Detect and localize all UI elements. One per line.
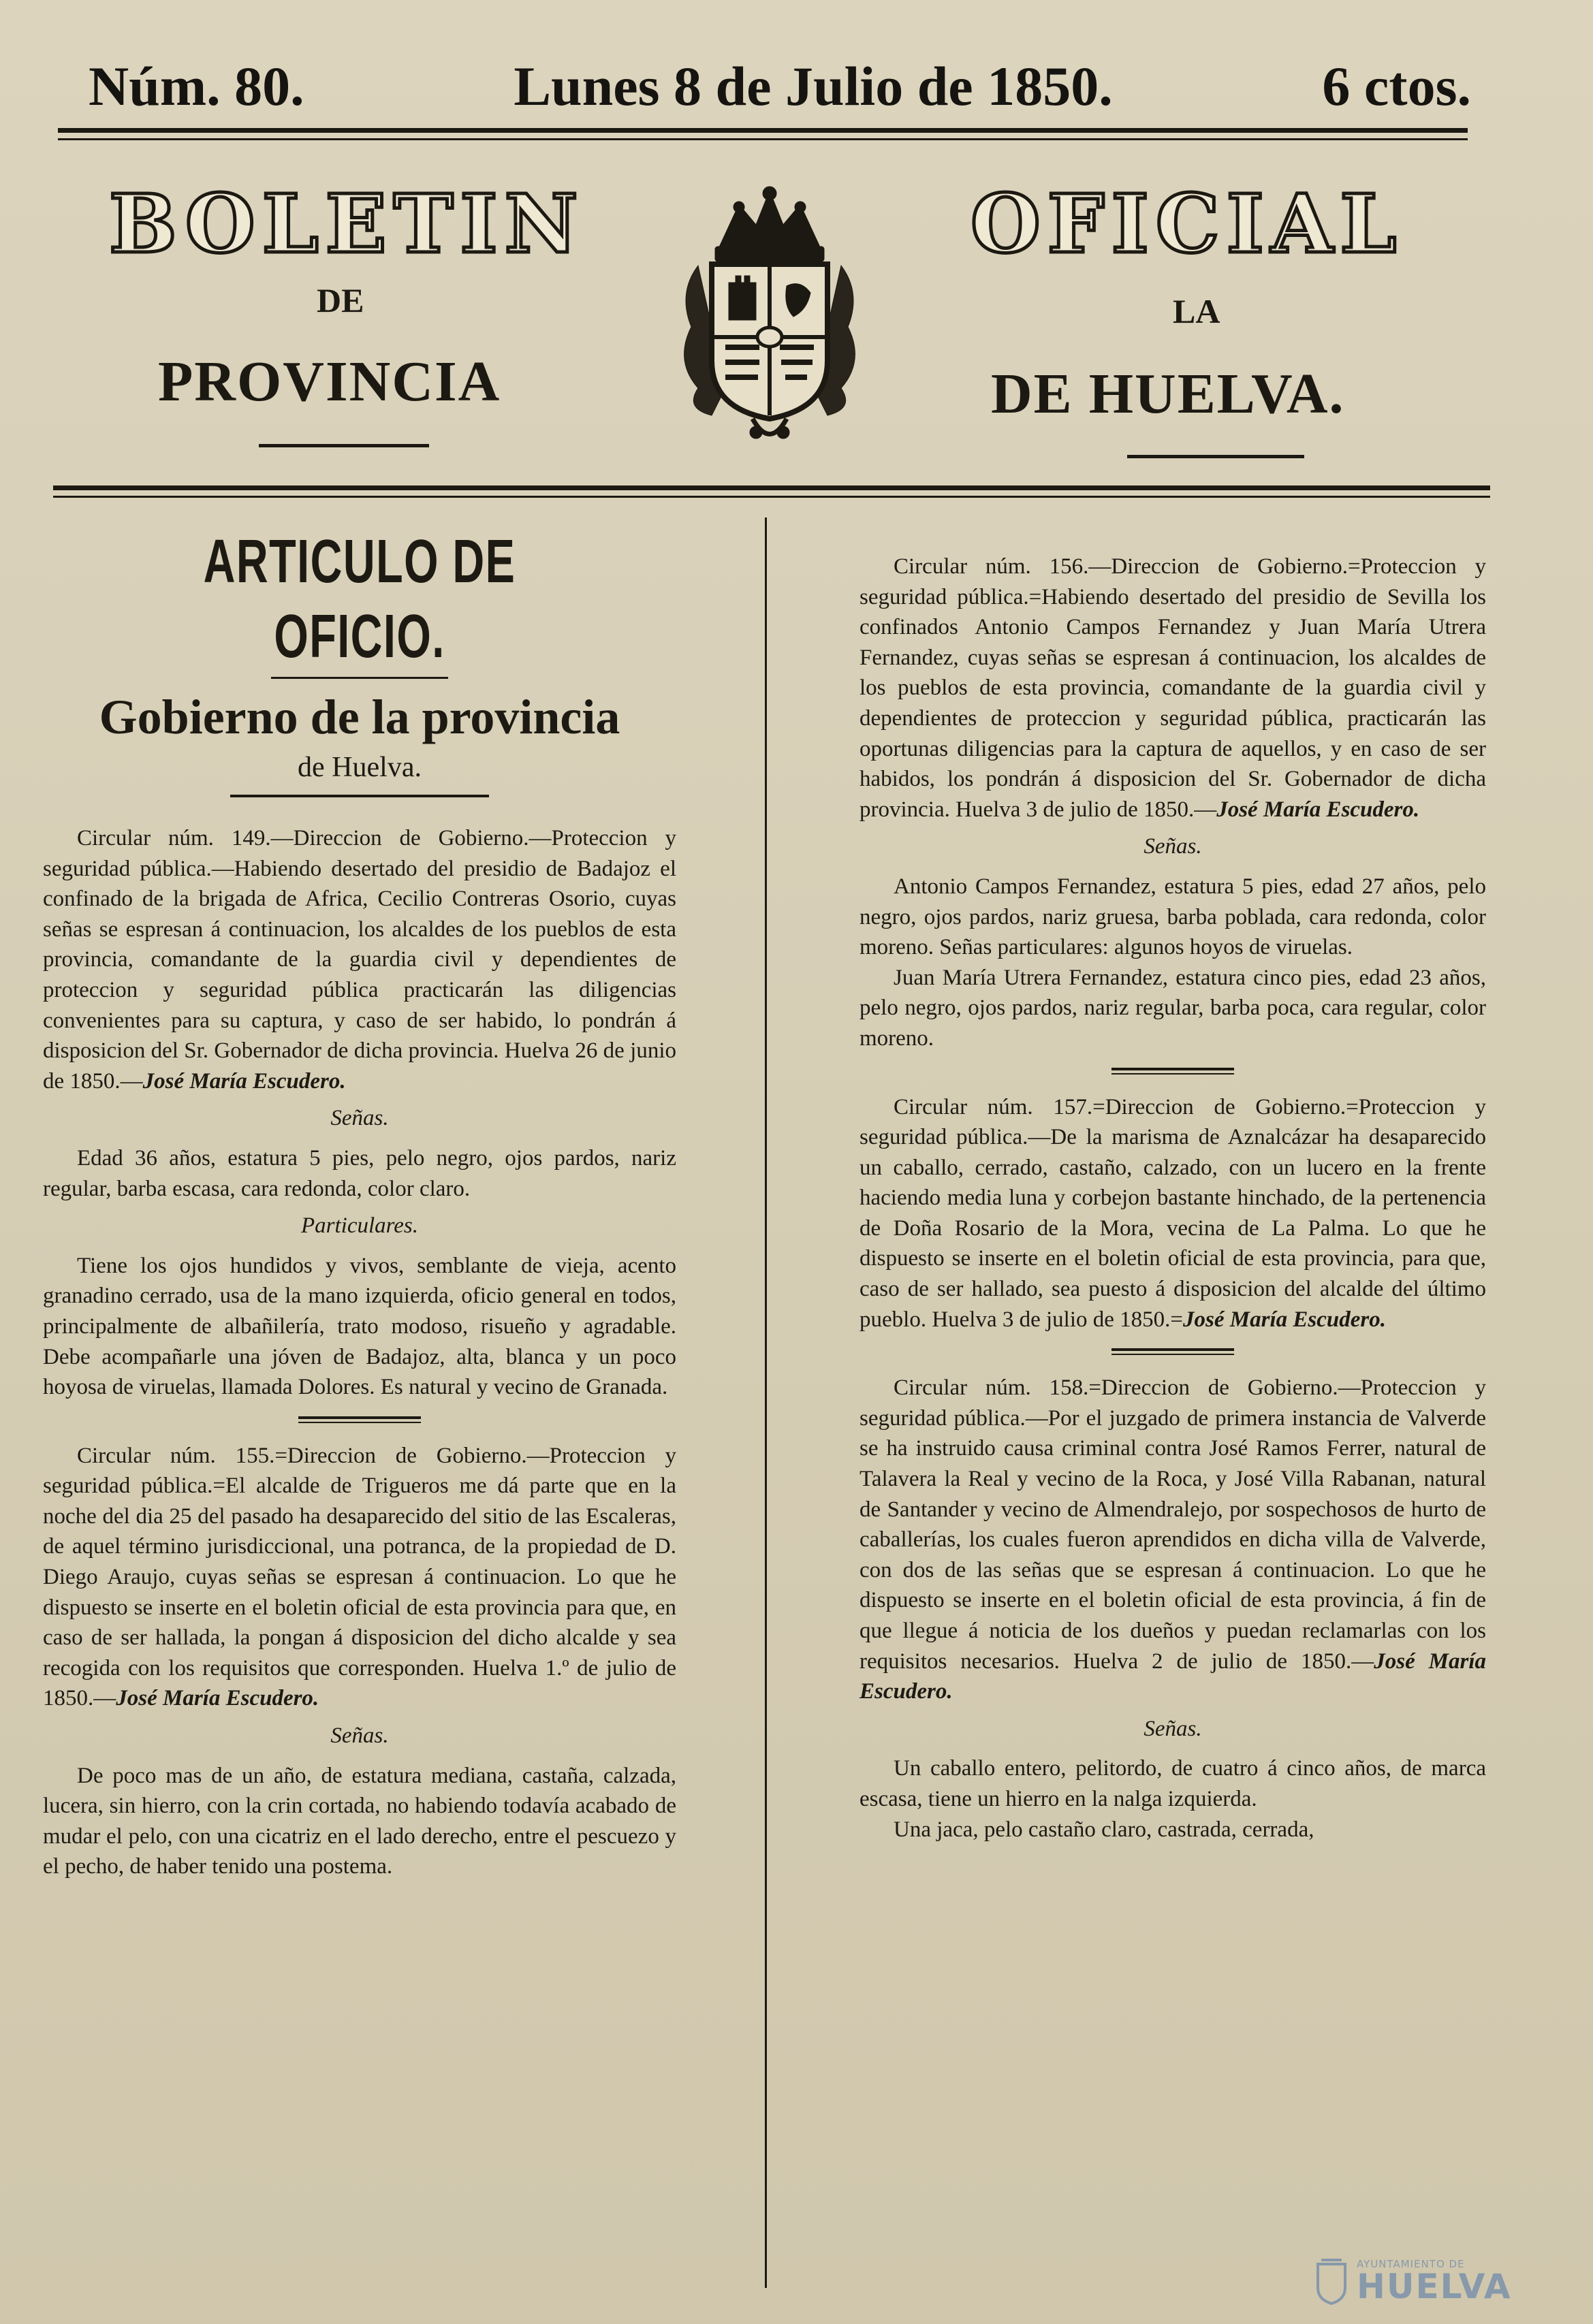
government-title-rule bbox=[230, 795, 489, 797]
circular-158-signature: José María Escudero. bbox=[859, 1649, 1486, 1704]
title-de: DE bbox=[317, 281, 364, 319]
circular-155-text: Circular núm. 155.=Direccion de Gobierno.—Proteccion y seguridad pública.=El alcalde de Trigueros me dá parte que en la noche del dia 25 del pasado ha desaparecido del sitio de las Escaleras, de aquel término jurisdiccional, una potranca, de la propiedad de D. Diego Araujo, cuyas señas se espresan á continuacion. Lo que he dispuesto se inserte en el boletin oficial de esta provincia para que, en caso de ser hallada, la pongan á disposicion del dicho alcalde y sea recogida con los requisitos que corresponden. Huelva 1.º de julio de 1850.— bbox=[43, 1443, 676, 1711]
issue-date: Lunes 8 de Julio de 1850. bbox=[514, 55, 1113, 117]
masthead-line bbox=[89, 54, 1471, 116]
senas-text-3b: Juan María Utrera Fernandez, estatura cinco pies, edad 23 años, pelo negro, ojos pardos, nariz regular, barba poca, cara regular, color moreno. bbox=[859, 965, 1486, 1051]
senas-text-3a: Antonio Campos Fernandez, estatura 5 pies, edad 27 años, pelo negro, ojos pardos, nariz gruesa, barba poblada, cara redonda, color moreno. Señas particulares: algunos hoyos de viruelas. bbox=[859, 874, 1486, 960]
circular-156-text: Circular núm. 156.—Direccion de Gobierno.=Proteccion y seguridad pública.=Habiendo desertado del presidio de Sevilla los confinados Antonio Campos Fernandez y Juan María Utrera Fernandez, cuyas señas se espresan á continuacion, los alcaldes de los pueblos de esta provincia, comandante de la guardia civil y dependientes de proteccion y seguridad pública, practicarán las oportunas diligencias para la captura de aquellos, y en caso de ser habidos, los pondrán á disposicion del Sr. Gobernador de dicha provincia. Huelva 3 de julio de 1850.— bbox=[859, 554, 1486, 822]
circular-149-signature: José María Escudero. bbox=[142, 1068, 346, 1094]
circular-157-signature: José María Escudero. bbox=[1183, 1307, 1386, 1332]
title-underline-left bbox=[259, 444, 429, 447]
senas-heading-1: Señas. bbox=[330, 1106, 389, 1131]
column-divider bbox=[765, 518, 767, 2288]
header-bottom-rule-thin bbox=[53, 496, 1490, 498]
issue-price: 6 ctos. bbox=[1322, 55, 1471, 117]
circular-149-text: Circular núm. 149.—Direccion de Gobierno.—Proteccion y seguridad pública.—Habiendo desertado del presidio de Badajoz el confinado de la brigada de Africa, Cecilio Contreras Osorio, cuyas señas se espresan á continuacion, los alcaldes de los pueblos de esta provincia, comandante de la guardia civil y dependientes de proteccion y seguridad pública practicarán las diligencias convenientes para su captura, y caso de ser habido, lo pondrán á disposicion del Sr. Gobernador de dicha provincia. Huelva 26 de junio de 1850.— bbox=[43, 826, 676, 1094]
government-title: Gobierno de la provincia bbox=[99, 690, 620, 744]
watermark bbox=[1314, 2254, 1560, 2308]
senas-heading-4: Señas. bbox=[1144, 1716, 1202, 1741]
right-column bbox=[859, 552, 1486, 1845]
particulares-heading: Particulares. bbox=[300, 1213, 418, 1239]
top-rule-thick bbox=[58, 128, 1468, 133]
watermark-small-text: AYUNTAMIENTO DE bbox=[1357, 2257, 1465, 2270]
circular-157-text: Circular núm. 157.=Direccion de Gobierno.=Proteccion y seguridad pública.—De la marisma de Aznalcázar ha desaparecido un caballo, cerrado, castaño, calzado, con un lucero en la frente haciendo media luna y corbejon bastante hinchado, de la pertenencia de Doña Rosario de la Mora, vecina de La Palma. Lo que he dispuesto se inserte en el boletin oficial de esta provincia, para que, caso de ser hallado, sea puesto á disposicion del alcalde del último pueblo. Huelva 3 de julio de 1850.= bbox=[859, 1094, 1486, 1332]
senas-text-1: Edad 36 años, estatura 5 pies, pelo negro, ojos pardos, nariz regular, barba escasa, cara redonda, color claro. bbox=[43, 1145, 676, 1201]
senas-text-4b: Una jaca, pelo castaño claro, castrada, cerrada, bbox=[894, 1817, 1314, 1842]
separator bbox=[298, 1416, 421, 1423]
senas-heading-2: Señas. bbox=[330, 1723, 389, 1749]
watermark-big-text: HUELVA bbox=[1357, 2266, 1512, 2306]
separator bbox=[1111, 1068, 1234, 1075]
circular-156-signature: José María Escudero. bbox=[1216, 797, 1420, 822]
circular-155-signature: José María Escudero. bbox=[116, 1686, 319, 1711]
separator bbox=[1111, 1348, 1234, 1355]
circular-157 bbox=[859, 1092, 1486, 1335]
circular-158-text: Circular núm. 158.=Direccion de Gobierno.—Proteccion y seguridad pública.—Por el juzgado de primera instancia de Valverde se ha instruido causa criminal contra José Ramos Ferrer, natural de Talavera la Real y vecino de la Roca, y José Villa Rabanan, natural de Santander y vecino de Almendralejo, por sospechosos de hurto de caballerías, los cuales fueron aprendidos en dicha villa de Valverde, con dos de las señas que se espresan á continuacion. Lo que he dispuesto se inserte en el boletin oficial de esta provincia, á fin de que llegue á noticia de los dueños y puedan reclamarlas con los requisitos necesarios. Huelva 2 de julio de 1850.— bbox=[859, 1375, 1486, 1674]
senas-heading-3: Señas. bbox=[1144, 834, 1202, 859]
circular-155 bbox=[43, 1441, 676, 1714]
watermark-shield-icon bbox=[1314, 2257, 1348, 2305]
top-rule-thin bbox=[58, 138, 1468, 140]
header-bottom-rule-thick bbox=[53, 486, 1490, 490]
coat-of-arms-icon bbox=[671, 184, 868, 449]
particulares-text: Tiene los ojos hundidos y vivos, semblante de vieja, acento granadino cerrado, usa de la mano izquierda, oficio general en todos, principalmente de albañilería, trato modoso, risueño y agradable. Debe acompañarle una jóven de Badajoz, alta, blanca y un poco hoyosa de viruelas, llamada Dolores. Es natural y vecino de Granada. bbox=[43, 1253, 676, 1400]
title-oficial: OFICIAL bbox=[971, 176, 1404, 271]
circular-149 bbox=[43, 823, 676, 1096]
senas-text-2: De poco mas de un año, de estatura mediana, castaña, calzada, lucera, sin hierro, con la crin cortada, no habiendo todavía acabado de mudar el pelo, con una cicatriz en el lado derecho, entre el pescuezo y el pecho, de haber tenido una postema. bbox=[43, 1763, 676, 1879]
title-boletin: BOLETIN bbox=[109, 176, 585, 271]
watermark-text bbox=[1357, 2259, 1512, 2304]
section-title-ornament bbox=[271, 677, 448, 679]
title-de-huelva: DE HUELVA. bbox=[991, 362, 1345, 426]
title-underline-right bbox=[1127, 455, 1304, 458]
left-column bbox=[43, 524, 676, 1882]
circular-158 bbox=[859, 1373, 1486, 1707]
issue-number: Núm. 80. bbox=[89, 55, 304, 117]
title-la: LA bbox=[1173, 292, 1220, 330]
government-subtitle: de Huelva. bbox=[298, 752, 422, 783]
senas-text-4a: Un caballo entero, pelitordo, de cuatro á cinco años, de marca escasa, tiene un hierro en la nalga izquierda. bbox=[859, 1756, 1486, 1811]
circular-156 bbox=[859, 552, 1486, 825]
section-title: ARTICULO DE OFICIO. bbox=[203, 528, 516, 671]
title-provincia: PROVINCIA bbox=[158, 350, 501, 413]
